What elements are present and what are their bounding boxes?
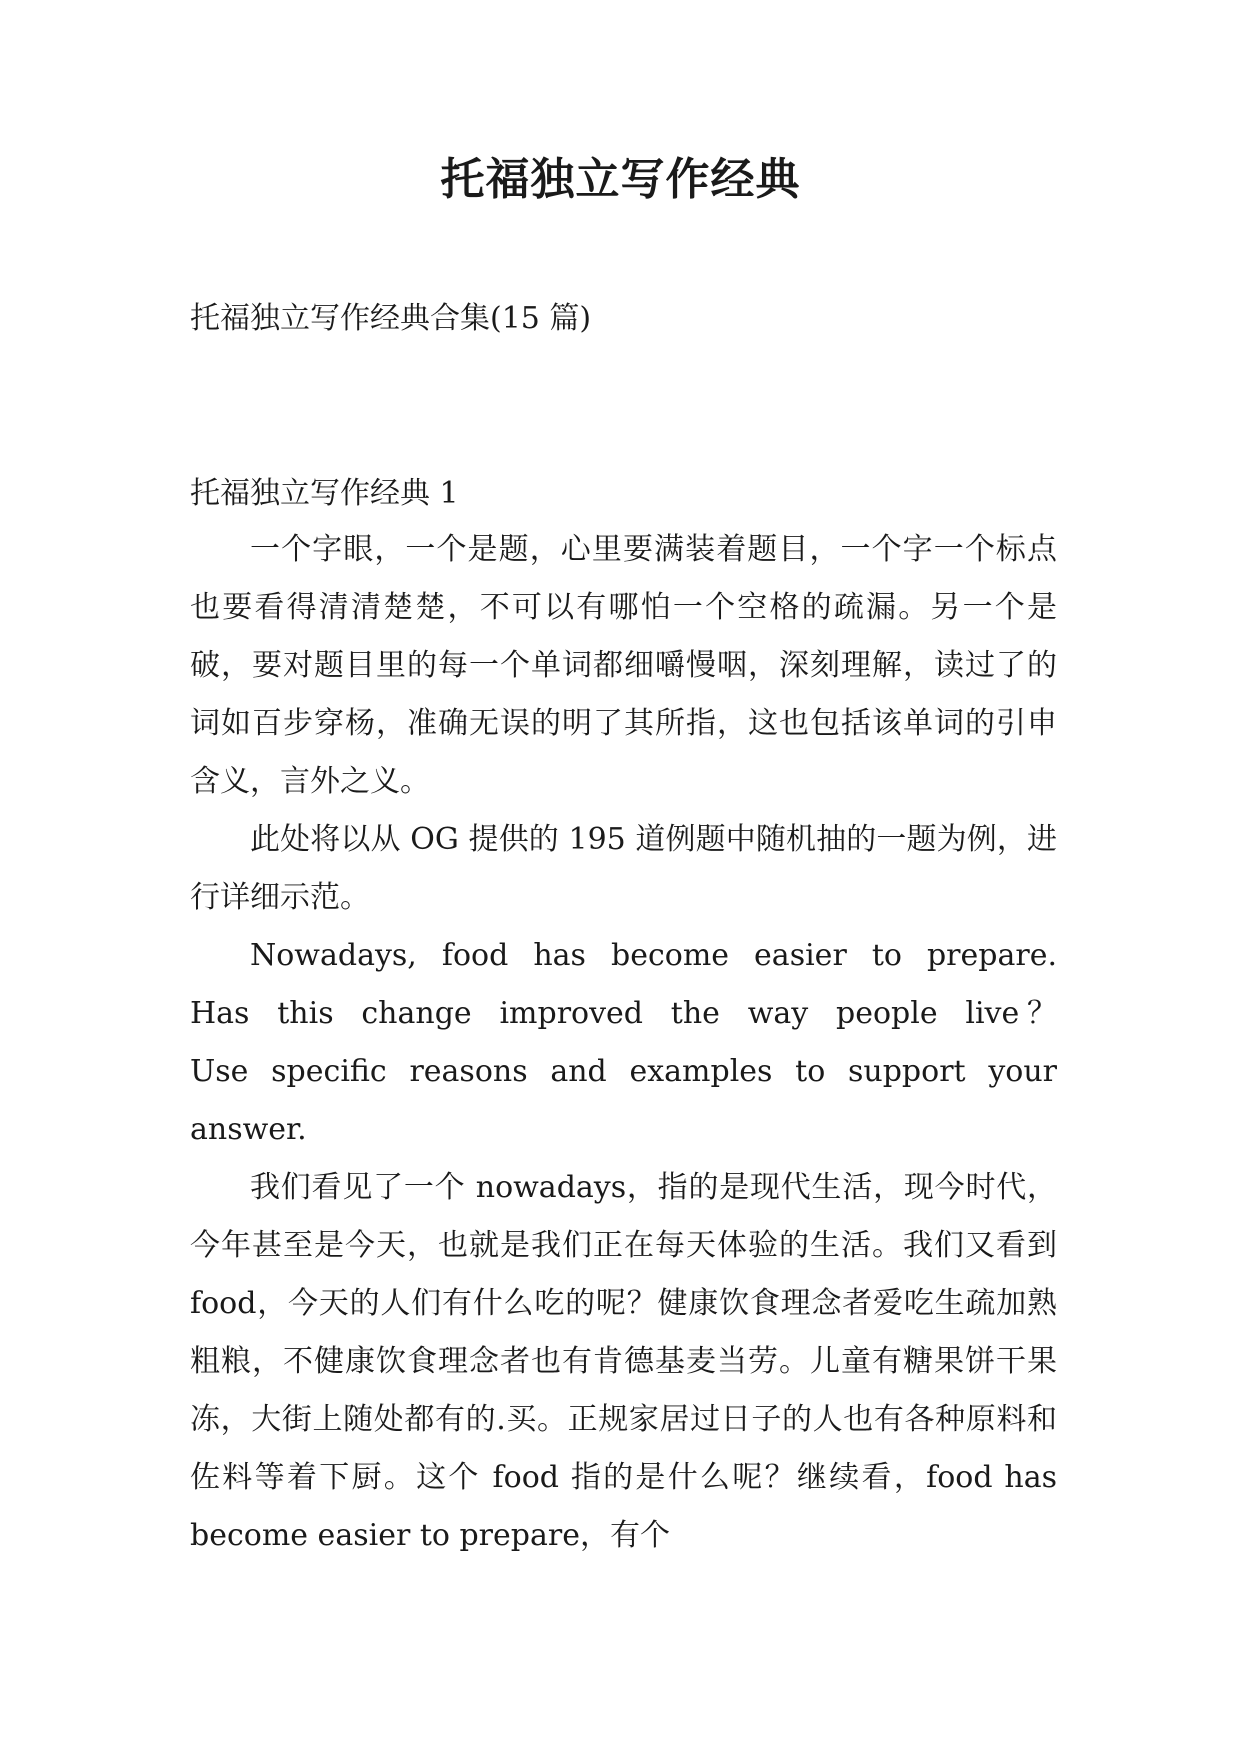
- section-heading: 托福独立写作经典 1: [190, 476, 459, 511]
- paragraph-analysis: 我们看见了一个 nowadays，指的是现代生活，现今时代，今年甚至是今天，也就是我们正在每天体验的生活。我们又看到 food，今天的人们有什么吃的呢？健康饮食理念者爱吃生疏加熟粗粮，不健康饮食理念者也有肯德基麦当劳。儿童有糖果饼干果冻，大街上随处都有的.买。正规家居过日子的人也有各种原料和佐料等着下厨。这个 food 指的是什么呢？继续看，food has become easier to prepare，有个: [190, 1170, 1057, 1553]
- collection-subtitle: 托福独立写作经典合集(15 篇): [190, 301, 592, 336]
- paragraph-intro: 一个字眼，一个是题，心里要满装着题目，一个字一个标点也要看得清清楚楚，不可以有哪怕一个空格的疏漏。另一个是破，要对题目里的每一个单词都细嚼慢咽，深刻理解，读过了的词如百步穿杨，准确无误的明了其所指，这也包括该单词的引申含义，言外之义。: [190, 532, 1057, 799]
- article-body: [190, 521, 1057, 1565]
- paragraph-example-intro: 此处将以从 OG 提供的 195 道例题中随机抽的一题为例，进行详细示范。: [190, 822, 1057, 915]
- paragraph-question: Nowadays, food has become easier to prepare. Has this change improved the way people live？ Use specific reasons and examples to support your answer.: [190, 938, 1057, 1147]
- document-title: 托福独立写作经典: [440, 154, 801, 205]
